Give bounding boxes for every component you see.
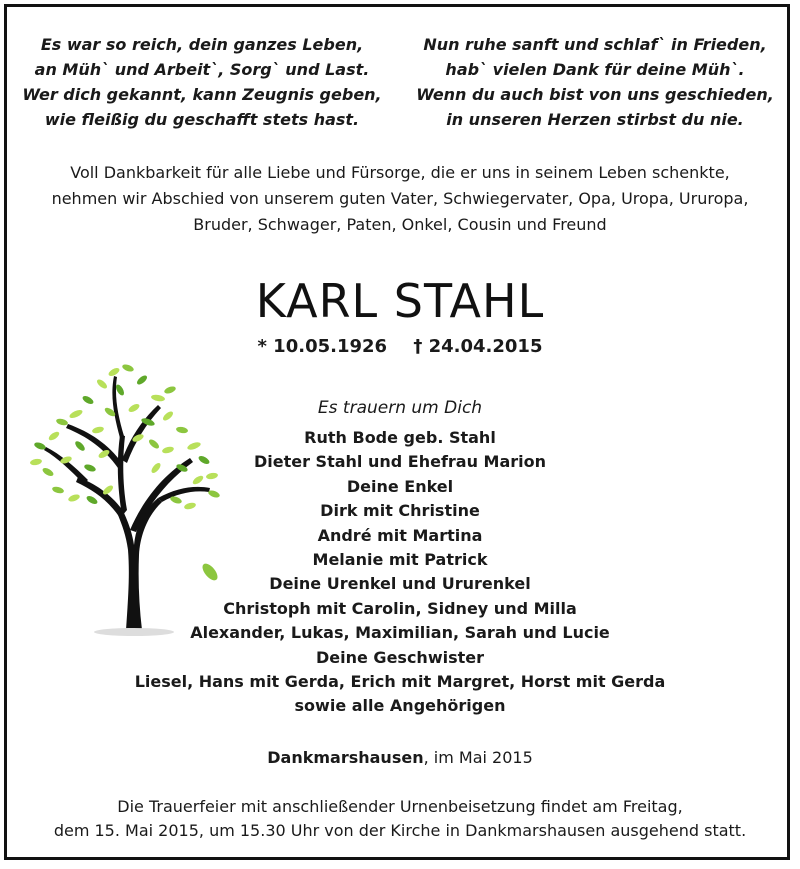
mourner-line: Alexander, Lukas, Maximilian, Sarah und Lucie xyxy=(190,623,610,643)
poem-right-line: hab` vielen Dank für deine Müh`. xyxy=(445,60,745,79)
mourner-line: André mit Martina xyxy=(317,525,483,545)
poem-left-line: Es war so reich, dein ganzes Leben, xyxy=(40,35,364,54)
place-town: Dankmarshausen xyxy=(267,748,424,767)
funeral-info xyxy=(0,795,800,843)
poem-right xyxy=(415,32,775,132)
poem-right-line: in unseren Herzen stirbst du nie. xyxy=(446,110,744,129)
poem-right-line: Nun ruhe sanft und schlaf` in Frieden, xyxy=(423,35,767,54)
mourner-line: Melanie mit Patrick xyxy=(312,550,488,570)
mourner-line: Dirk mit Christine xyxy=(320,501,480,521)
intro-text xyxy=(0,160,800,238)
birth-date: * 10.05.1926 xyxy=(257,336,388,357)
poem-left-line: an Müh` und Arbeit`, Sorg` und Last. xyxy=(34,60,370,79)
mourner-line: sowie alle Angehörigen xyxy=(294,696,506,716)
poem-left xyxy=(22,32,382,132)
mourning-title: Es trauern um Dich xyxy=(317,398,483,418)
poem-left-line: Wer dich gekannt, kann Zeugnis geben, xyxy=(22,85,382,104)
mourner-line: Liesel, Hans mit Gerda, Erich mit Margret, Horst mit Gerda xyxy=(134,672,666,692)
mourner-line: Deine Enkel xyxy=(346,476,454,496)
poem-left-line: wie fleißig du geschafft stets hast. xyxy=(44,110,360,129)
place-date xyxy=(0,748,800,767)
intro-line: Voll Dankbarkeit für alle Liebe und Fürsorge, die er uns in seinem Leben schenkte, xyxy=(70,163,730,182)
funeral-line: dem 15. Mai 2015, um 15.30 Uhr von der Kirche in Dankmarshausen ausgehend statt. xyxy=(53,821,747,840)
mourner-line: Deine Geschwister xyxy=(316,647,484,667)
mourners-list xyxy=(110,426,690,719)
place-month: , im Mai 2015 xyxy=(423,748,533,767)
mourner-line: Dieter Stahl und Ehefrau Marion xyxy=(253,452,547,472)
mourner-line: Christoph mit Carolin, Sidney und Milla xyxy=(223,598,577,618)
death-date: † 24.04.2015 xyxy=(413,336,543,357)
funeral-line: Die Trauerfeier mit anschließender Urnenbeisetzung findet am Freitag, xyxy=(117,797,683,816)
mourner-line: Deine Urenkel und Ururenkel xyxy=(269,574,531,594)
intro-line: nehmen wir Abschied von unserem guten Vater, Schwiegervater, Opa, Uropa, Ururopa, xyxy=(51,189,749,208)
deceased-name: KARL STAHL xyxy=(255,274,545,328)
intro-line: Bruder, Schwager, Paten, Onkel, Cousin und Freund xyxy=(193,215,607,234)
mourner-line: Ruth Bode geb. Stahl xyxy=(304,428,496,447)
poem-right-line: Wenn du auch bist von uns geschieden, xyxy=(416,85,774,104)
